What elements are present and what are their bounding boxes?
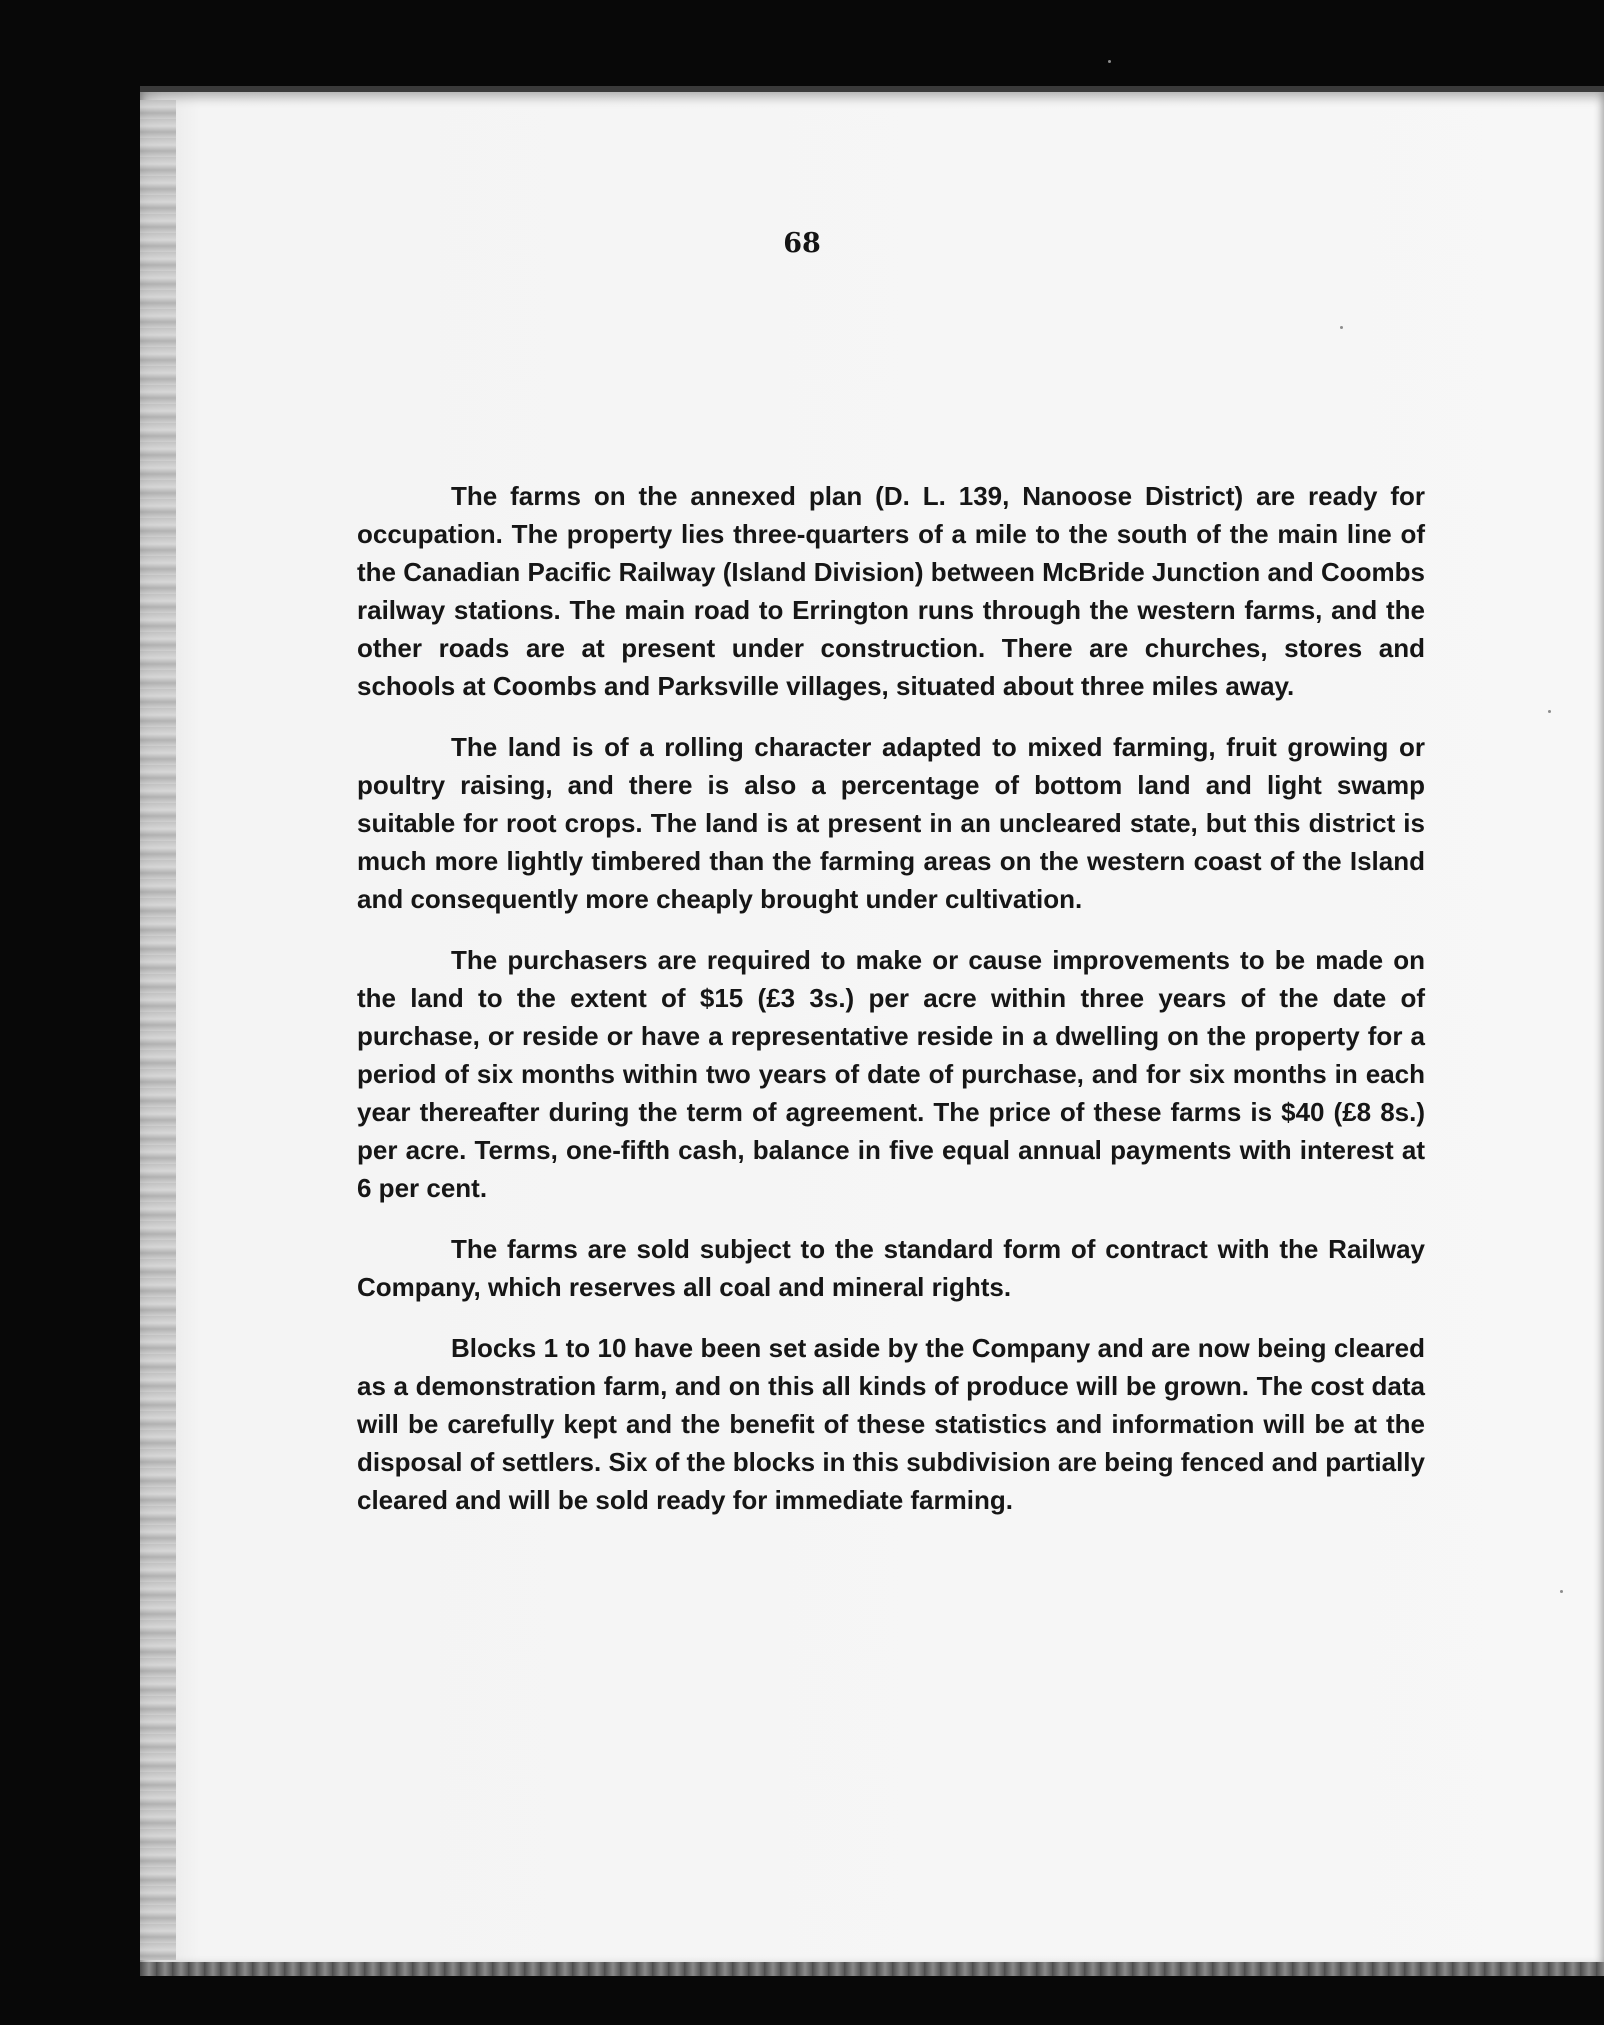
paragraph-land-character: The land is of a rolling character adapted to mixed farming, fruit growing or poultry raising, and there is also a percentage of bottom land and light swamp suitable for root crops. The land is at present in an uncleared state, but this district is much more lightly timbered than the farming areas on the western coast of the Island and consequently more cheaply brought under cultivation. [357,732,1425,914]
dust-speck [1108,60,1111,63]
book-binding-edge [140,100,176,1960]
body-text [357,477,1425,1542]
dust-speck [1548,710,1551,713]
paragraph-contract: The farms are sold subject to the standard form of contract with the Railway Company, which reserves all coal and mineral rights. [357,1234,1425,1302]
page-bottom-edge [140,1962,1604,1976]
paragraph-demonstration-farm: Blocks 1 to 10 have been set aside by the Company and are now being cleared as a demonstration farm, and on this all kinds of produce will be grown. The cost data will be carefully kept and the benefit of these statistics and information will be at the disposal of settlers. Six of the blocks in this subdivision are being fenced and partially cleared and will be sold ready for immediate farming. [357,1333,1425,1515]
paragraph-purchase-terms: The purchasers are required to make or cause improvements to be made on the land to the extent of $15 (£3 3s.) per acre within three years of the date of purchase, or reside or have a representative reside in a dwelling on the property for a period of six months within two years of date of purchase, and for six months in each year thereafter during the term of agreement. The price of these farms is $40 (£8 8s.) per acre. Terms, one-fifth cash, balance in five equal annual payments with interest at 6 per cent. [357,945,1425,1203]
paragraph-farms-location: The farms on the annexed plan (D. L. 139, Nanoose District) are ready for occupation. The property lies three-quarters of a mile to the south of the main line of the Canadian Pacific Railway (Island Division) between McBride Junction and Coombs railway stations. The main road to Errington runs through the western farms, and the other roads are at present under construction. There are churches, stores and schools at Coombs and Parksville villages, situated about three miles away. [357,481,1425,701]
dust-speck [1340,326,1343,329]
dust-speck [1560,1590,1563,1593]
page-number: 68 [783,228,821,259]
